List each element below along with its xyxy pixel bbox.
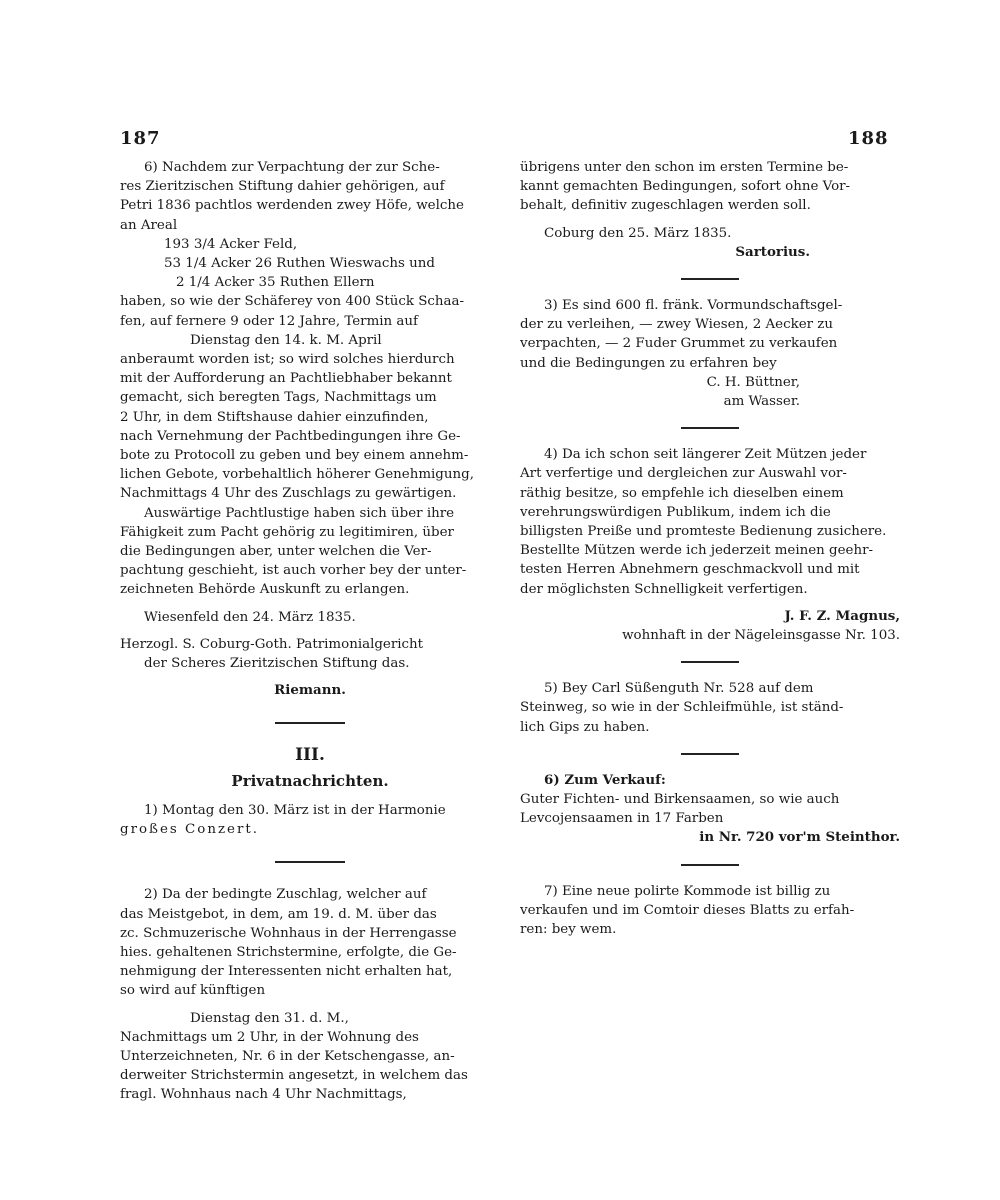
text-line: hies. gehaltenen Strichstermine, erfolgte, die Ge- [120, 944, 457, 960]
text-line: bote zu Protocoll zu geben und bey einem annehm- [120, 448, 469, 464]
notice-3-vormundschaft [520, 296, 900, 411]
notice-6-verkauf [520, 771, 900, 848]
text-line: Guter Fichten- und Birkensaamen, so wie auch [520, 792, 840, 808]
notice-7-kommode [520, 882, 900, 940]
text-line: verkaufen und im Comtoir dieses Blatts zu erfah- [520, 902, 855, 918]
text-line: Unterzeichneten, Nr. 6 in der Ketschengasse, an- [120, 1048, 455, 1064]
location-line: in Nr. 720 vor'm Steinthor. [699, 829, 900, 846]
text-line: 6) Nachdem zur Verpachtung der zur Sche- [144, 160, 440, 175]
text-line: zc. Schmuzerische Wohnhaus in der Herrengasse [120, 925, 457, 941]
text-line: Nachmittags um 2 Uhr, in der Wohnung des [120, 1029, 419, 1045]
text-line: 2 Uhr, in dem Stiftshause dahier einzufinden, [120, 409, 429, 425]
divider [681, 753, 739, 755]
text-line: das Meistgebot, in dem, am 19. d. M. über das [120, 906, 437, 922]
place-date: Wiesenfeld den 24. März 1835. [144, 609, 356, 625]
section-heading: Privatnachrichten. [231, 771, 389, 790]
text-line: Art verfertige und dergleichen zur Auswahl vor- [520, 466, 847, 482]
text-line: 2) Da der bedingte Zuschlag, welcher auf [144, 887, 427, 903]
divider [275, 722, 345, 724]
areal-line: 193 3/4 Acker Feld, [164, 236, 298, 252]
text-line: zeichneten Behörde Auskunft zu erlangen. [120, 582, 410, 598]
signature: C. H. Büttner, [706, 374, 800, 390]
text-line: und die Bedingungen zu erfahren bey [520, 355, 777, 371]
text-line: Auswärtige Pachtlustige haben sich über ihre [144, 505, 455, 521]
text-line: 6) Zum Verkauf: [544, 771, 666, 788]
text-line: lichen Gebote, vorbehaltlich höherer Genehmigung, [120, 467, 474, 483]
text-line: übrigens unter den schon im ersten Termine be- [520, 160, 849, 175]
text-line: kannt gemachten Bedingungen, sofort ohne Vor- [520, 179, 851, 195]
text-line: der möglichsten Schnelligkeit verfertigen. [520, 581, 808, 597]
text-line: die Bedingungen aber, unter welchen die Ver- [120, 544, 432, 560]
text-line: 5) Bey Carl Süßenguth Nr. 528 auf dem [544, 681, 814, 697]
areal-line: 53 1/4 Acker 26 Ruthen Wieswachs und [164, 256, 435, 272]
divider [681, 427, 739, 429]
text-line: fragl. Wohnhaus nach 4 Uhr Nachmittags, [120, 1087, 407, 1103]
signature: J. F. Z. Magnus, [784, 607, 900, 624]
signature: Sartorius. [735, 243, 810, 260]
place-date: Coburg den 25. März 1835. [544, 225, 732, 241]
text-line: lich Gips zu haben. [520, 719, 650, 735]
text-line: Levcojensaamen in 17 Farben [520, 811, 724, 827]
text-line: pachtung geschieht, ist auch vorher bey der unter- [120, 563, 467, 579]
text-line: gemacht, sich beregten Tags, Nachmittags um [120, 390, 437, 406]
notice-2-continued [520, 158, 900, 262]
authority-line: der Scheres Zieritzischen Stiftung das. [144, 656, 410, 672]
text-line: behalt, definitiv zugeschlagen werden soll. [520, 198, 811, 214]
notice-2-zuschlag [120, 885, 500, 1104]
signature-address: wohnhaft in der Nägeleinsgasse Nr. 103. [622, 628, 900, 644]
text-line: 4) Da ich schon seit längerer Zeit Mützen jeder [544, 447, 867, 463]
text-line: verpachten, — 2 Fuder Grummet zu verkaufen [520, 336, 838, 352]
text-line: derweiter Strichstermin angesetzt, in welchem das [120, 1068, 468, 1084]
divider [681, 661, 739, 663]
text-line: nach Vernehmung der Pachtbedingungen ihre Ge- [120, 428, 461, 444]
text-line: Bestellte Mützen werde ich jederzeit meinen geehr- [520, 543, 874, 559]
text-line: an Areal [120, 217, 178, 233]
termin-date: Dienstag den 31. d. M., [190, 1010, 349, 1026]
text-line: großes Conzert. [120, 822, 259, 838]
page-number-right: 188 [848, 128, 889, 149]
text-line: der zu verleihen, — zwey Wiesen, 2 Aecker zu [520, 317, 833, 333]
notice-4-muetzen [520, 445, 900, 645]
text-line: ren: bey wem. [520, 922, 617, 938]
notice-1-konzert [120, 801, 500, 839]
section-number: III. [295, 745, 325, 766]
text-line: anberaumt worden ist; so wird solches hierdurch [120, 352, 455, 368]
text-line: Steinweg, so wie in der Schleifmühle, ist ständ- [520, 700, 844, 716]
text-line: Nachmittags 4 Uhr des Zuschlags zu gewärtigen. [120, 486, 457, 502]
termin-date: Dienstag den 14. k. M. April [190, 332, 382, 348]
text-line: so wird auf künftigen [120, 983, 266, 999]
text-line: Fähigkeit zum Pacht gehörig zu legitimiren, über [120, 524, 454, 540]
text-line: 3) Es sind 600 fl. fränk. Vormundschaftsgel- [544, 298, 843, 314]
text-line: fen, auf fernere 9 oder 12 Jahre, Termin auf [120, 313, 418, 329]
divider [681, 278, 739, 280]
divider [681, 864, 739, 866]
text-line: res Zieritzischen Stiftung dahier gehörigen, auf [120, 179, 445, 195]
text-line: Petri 1836 pachtlos werdenden zwey Höfe, welche [120, 198, 464, 214]
text-line: testen Herren Abnehmern geschmackvoll und mit [520, 562, 860, 578]
signature-address: am Wasser. [723, 394, 800, 410]
notice-6-pachtung [120, 158, 500, 700]
right-column [520, 158, 900, 939]
text-line: haben, so wie der Schäferey von 400 Stück Schaa- [120, 294, 464, 310]
notice-5-gips [520, 679, 900, 737]
left-column [120, 158, 500, 1105]
text-line: 7) Eine neue polirte Kommode ist billig zu [544, 883, 831, 899]
text-line: nehmigung der Interessenten nicht erhalten hat, [120, 964, 453, 980]
text-line: 1) Montag den 30. März ist in der Harmonie [144, 802, 446, 818]
text-line: räthig besitze, so empfehle ich dieselben einem [520, 485, 844, 501]
divider [275, 861, 345, 863]
page-number-left: 187 [120, 128, 161, 149]
areal-line: 2 1/4 Acker 35 Ruthen Ellern [176, 275, 375, 291]
text-line: billigsten Preiße und promteste Bedienung zusichere. [520, 524, 887, 540]
text-line: verehrungswürdigen Publikum, indem ich die [520, 504, 831, 520]
text-line: mit der Aufforderung an Pachtliebhaber bekannt [120, 371, 452, 387]
authority-line: Herzogl. S. Coburg-Goth. Patrimonialgericht [120, 636, 424, 652]
signature: Riemann. [274, 682, 346, 699]
